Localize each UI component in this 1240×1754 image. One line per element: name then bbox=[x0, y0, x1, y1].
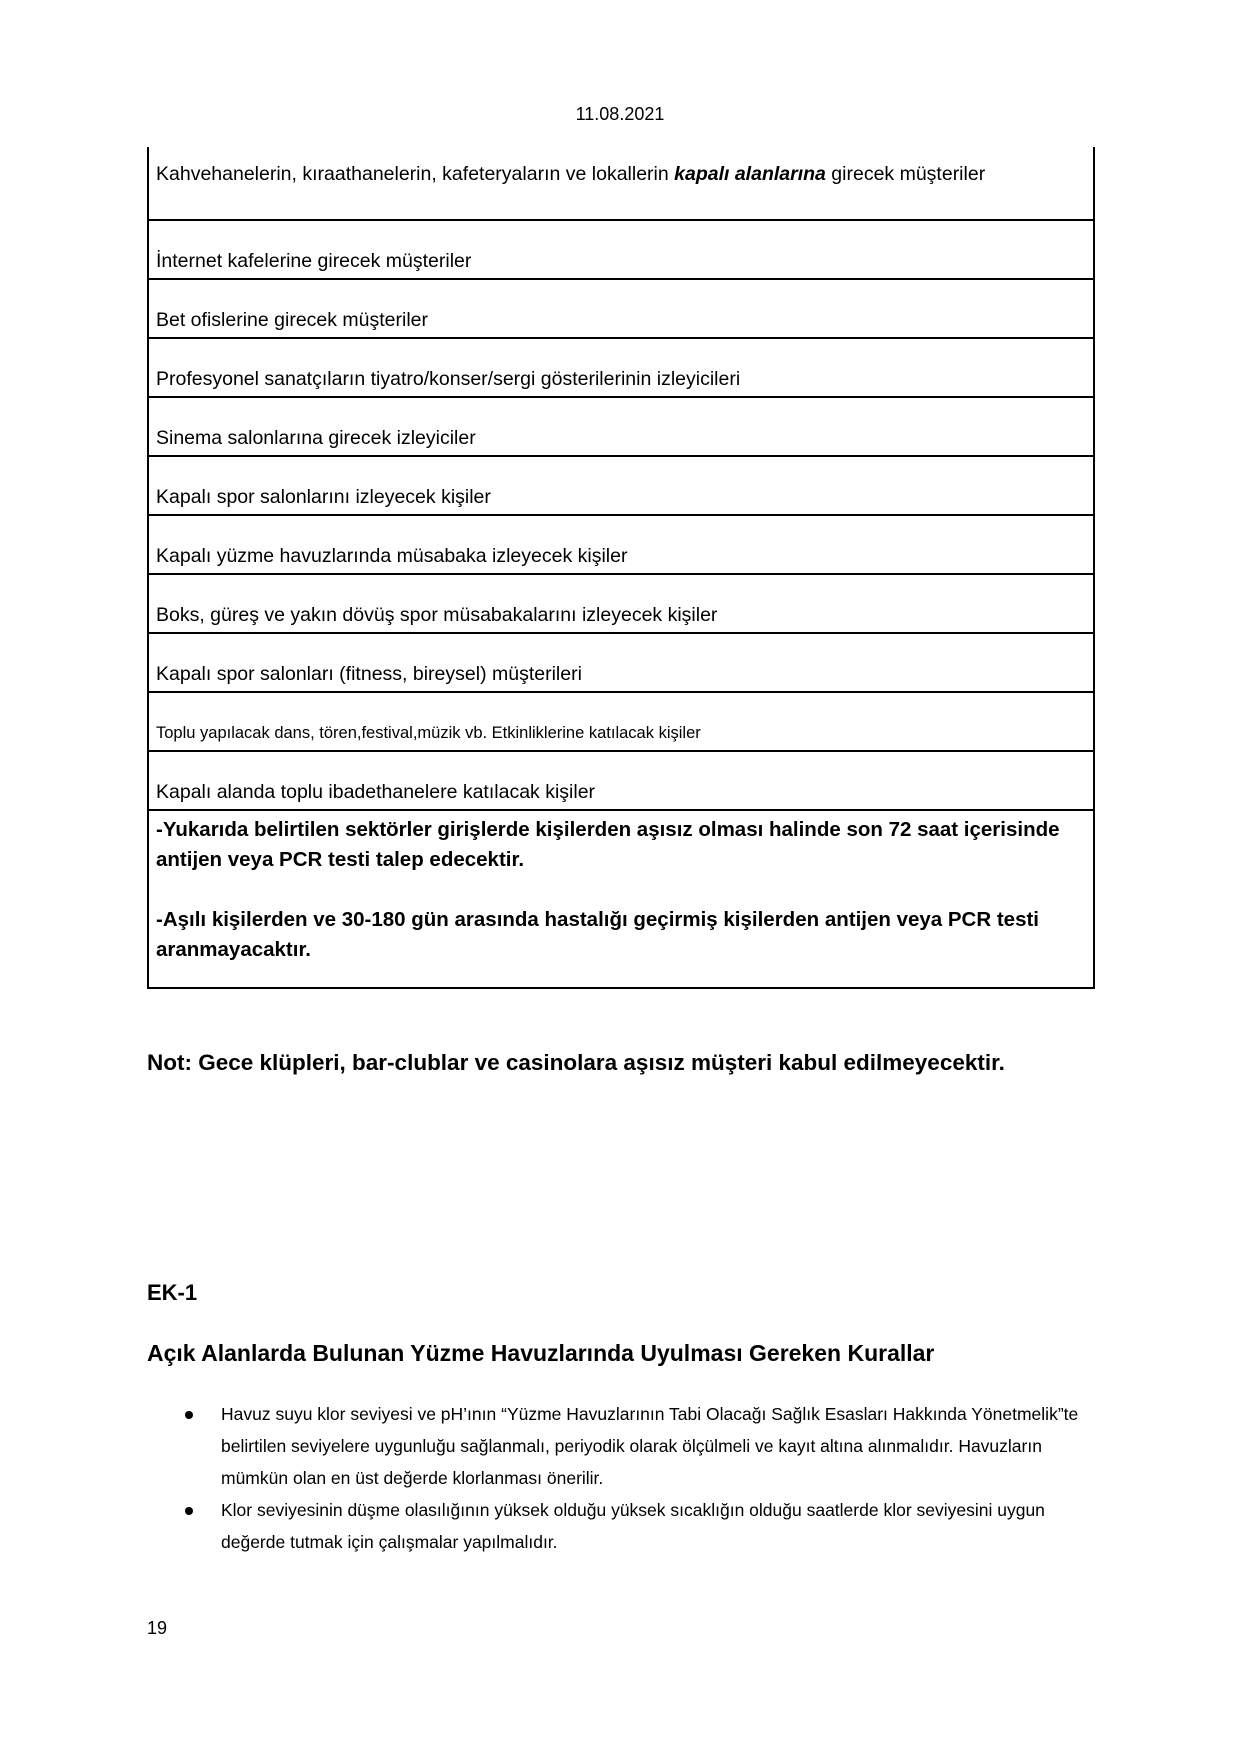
table-cell-text: Kapalı yüzme havuzlarında müsabaka izleyecek kişiler bbox=[156, 545, 628, 567]
table-cell-text: Sinema salonlarına girecek izleyiciler bbox=[156, 427, 476, 449]
row-text-suffix: girecek müşteriler bbox=[825, 163, 986, 185]
bullet-icon bbox=[185, 1411, 193, 1419]
bullet-icon bbox=[185, 1507, 193, 1515]
table-cell-text: Kapalı alanda toplu ibadethanelere katılacak kişiler bbox=[156, 781, 596, 803]
table-cell-text: Bet ofislerine girecek müşteriler bbox=[156, 309, 429, 331]
table-note: -Yukarıda belirtilen sektörler girişlerde kişilerden aşısız olması halinde son 72 saat içerisinde antijen veya PCR testi talep edecektir. bbox=[156, 818, 1060, 871]
table-cell-text: Boks, güreş ve yakın dövüş spor müsabakalarını izleyecek kişiler bbox=[156, 604, 718, 626]
table-row bbox=[149, 339, 1093, 398]
annex-title: Açık Alanlarda Bulunan Yüzme Havuzlarında Uyulması Gereken Kurallar bbox=[147, 1340, 935, 1366]
list-item-text: Havuz suyu klor seviyesi ve pH’ının “Yüzme Havuzlarının Tabi Olacağı Sağlık Esasları Hakkında Yönetmelik”te belirtilen seviyelere uygunluğu sağlanmalı, periyodik olarak ölçülmeli ve kayıt altına alınmalıdır. Havuzların mümkün olan en üst değerde klorlanması önerilir. bbox=[221, 1404, 1079, 1488]
table-row bbox=[149, 752, 1093, 811]
table-note: -Aşılı kişilerden ve 30-180 gün arasında hastalığı geçirmiş kişilerden antijen veya PCR testi aranmayacaktır. bbox=[156, 908, 1040, 961]
table-row bbox=[149, 634, 1093, 693]
list-item bbox=[185, 1398, 1085, 1494]
row-text-prefix: Kahvehanelerin, kıraathanelerin, kafeteryaların ve lokallerin bbox=[156, 163, 675, 185]
annex-bullet-list bbox=[185, 1398, 1085, 1558]
table-notes-cell bbox=[149, 811, 1093, 989]
requirements-table bbox=[147, 147, 1095, 989]
table-row bbox=[149, 457, 1093, 516]
list-item bbox=[185, 1494, 1085, 1558]
table-row bbox=[149, 147, 1093, 221]
row-text-emphasis: kapalı alanlarına bbox=[674, 163, 826, 185]
list-item-text: Klor seviyesinin düşme olasılığının yüksek olduğu yüksek sıcaklığın olduğu saatlerde klor seviyesini uygun değerde tutmak için çalışmalar yapılmalıdır. bbox=[221, 1500, 1045, 1552]
table-row bbox=[149, 398, 1093, 457]
table-cell-text: Profesyonel sanatçıların tiyatro/konser/sergi gösterilerinin izleyicileri bbox=[156, 368, 741, 390]
nightclub-note: Not: Gece klüpleri, bar-clublar ve casinolara aşısız müşteri kabul edilmeyecektir. bbox=[147, 1050, 1005, 1075]
table-cell-text bbox=[156, 160, 985, 189]
header-date: 11.08.2021 bbox=[575, 104, 665, 124]
table-cell-text: Kapalı spor salonları (fitness, bireysel) müşterileri bbox=[156, 663, 582, 685]
table-cell-text: Kapalı spor salonlarını izleyecek kişiler bbox=[156, 486, 491, 508]
table-row bbox=[149, 693, 1093, 752]
table-row bbox=[149, 575, 1093, 634]
table-cell-text: Toplu yapılacak dans, tören,festival,müzik vb. Etkinliklerine katılacak kişiler bbox=[156, 724, 701, 742]
table-cell-text: İnternet kafelerine girecek müşteriler bbox=[156, 250, 472, 272]
table-row bbox=[149, 516, 1093, 575]
page-number: 19 bbox=[147, 1618, 168, 1638]
annex-label: EK-1 bbox=[147, 1280, 198, 1305]
table-row bbox=[149, 221, 1093, 280]
table-row bbox=[149, 280, 1093, 339]
